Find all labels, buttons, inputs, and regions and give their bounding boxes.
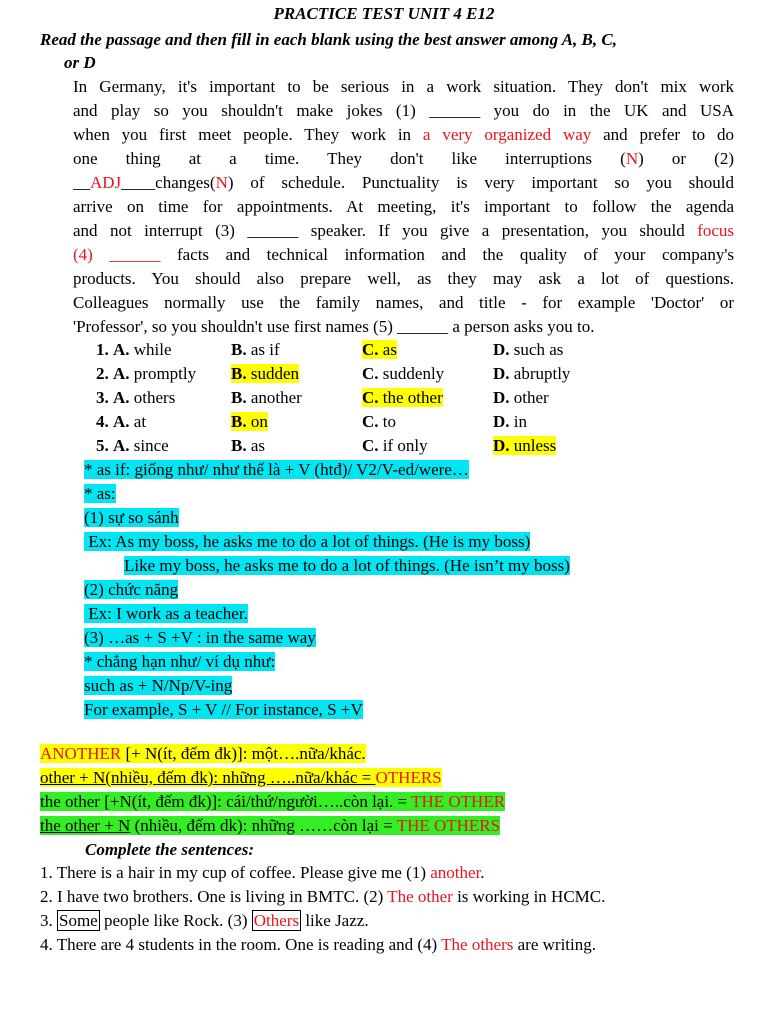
exercise-heading: Complete the sentences: [85, 840, 255, 859]
text: one thing at a time. They don't like interruptions ( [73, 149, 626, 168]
option-letter: A. [113, 412, 130, 431]
instruction-line-1: Read the passage and then fill in each blank using the best answer among A, B, C, [40, 30, 617, 49]
text: __ [73, 173, 90, 192]
usage-text: (nhiều, đếm dk): những ……còn lại = [130, 816, 397, 835]
option-letter: C. [362, 388, 379, 407]
answer-text: The other [387, 887, 453, 906]
option-d [493, 411, 527, 433]
option-letter: B. [231, 412, 247, 431]
option-text: as [382, 340, 397, 359]
text: 1. There is a hair in my cup of coffee. Please give me (1) [40, 863, 431, 882]
note-text: (1) sự so sánh [84, 508, 179, 527]
note-text: such as + N/Np/V-ing [84, 676, 233, 695]
usage-text: other + N(nhiều, đếm đk): những …..nữa/khác = [40, 768, 376, 787]
note-line [84, 579, 178, 601]
option-text: as [250, 436, 266, 455]
option-a: at [133, 412, 147, 431]
keyword: THE OTHER [411, 792, 506, 811]
option-letter: B. [231, 436, 247, 455]
option-letter: C. [362, 340, 379, 359]
keyword: OTHERS [375, 768, 442, 787]
text: ) or (2) [638, 149, 734, 168]
note-line [84, 483, 116, 505]
annotation-text: focus [697, 221, 734, 240]
note-text: (3) …as + S +V : in the same way [84, 628, 316, 647]
question-number: 1. [96, 340, 109, 359]
usage-text: the other [+N(ít, đếm đk)]: cái/thứ/người…..còn lại. = [40, 792, 412, 811]
text: and prefer to do [603, 125, 734, 144]
note-line [84, 675, 232, 697]
option-letter: A. [113, 340, 130, 359]
option-b-answer [231, 363, 299, 385]
option-c-answer [362, 339, 397, 361]
usage-text: the other + N [40, 816, 131, 835]
answer-text: another [430, 863, 481, 882]
option-a: promptly [133, 364, 197, 383]
note-line [84, 459, 469, 481]
question-3 [96, 387, 175, 409]
text: are writing. [513, 935, 596, 954]
option-b-answer [231, 411, 268, 433]
text: when you first meet people. They work in [73, 125, 412, 144]
text: and not interrupt (3) ______ speaker. If you give a presentation, you should [73, 221, 685, 240]
text: ____changes( [121, 173, 216, 192]
question-number: 4. [96, 412, 109, 431]
passage-line [73, 124, 734, 146]
annotation-text: N [625, 149, 639, 168]
option-letter: B. [231, 388, 247, 407]
option-letter: D. [493, 412, 510, 431]
text: people like Rock. (3) [99, 911, 252, 930]
option-text: abruptly [513, 364, 571, 383]
question-number: 5. [96, 436, 109, 455]
note-text: * chẳng hạn như/ ví dụ như: [84, 652, 276, 671]
passage-line: In Germany, it's important to be serious in a work situation. They don't mix work [73, 77, 734, 96]
option-letter: D. [493, 436, 510, 455]
note-text: For example, S + V // For instance, S +V [84, 700, 363, 719]
question-4 [96, 411, 146, 433]
passage-line [73, 244, 734, 266]
boxed-word: Some [59, 911, 98, 930]
text: ) of schedule. Punctuality is very important so you should [227, 173, 734, 192]
passage-line: 'Professor', so you shouldn't use first names (5) ______ a person asks you to. [73, 317, 595, 336]
option-a: since [133, 436, 169, 455]
passage-line: products. You should also prepare well, as they may ask a lot of questions. [73, 269, 734, 288]
text: 2. I have two brothers. One is living in BMTC. (2) [40, 887, 388, 906]
text: . [480, 863, 485, 882]
note-line [84, 699, 363, 721]
option-text: other [513, 388, 549, 407]
sentence-3 [40, 910, 369, 932]
note-line [84, 651, 275, 673]
option-text: as if [250, 340, 280, 359]
option-text: the other [382, 388, 443, 407]
question-2 [96, 363, 196, 385]
option-letter: A. [113, 436, 130, 455]
option-d [493, 363, 570, 385]
usage-line-the-other [40, 791, 505, 813]
note-text: (2) chức năng [84, 580, 179, 599]
passage-line: arrive on time for appointments. At meeting, it's important to follow the agenda [73, 197, 734, 216]
question-5 [96, 435, 169, 457]
text: facts and technical information and the quality of your company's [176, 245, 734, 264]
usage-line-the-others [40, 815, 500, 837]
text: 4. There are 4 students in the room. One is reading and (4) [40, 935, 442, 954]
passage-line [73, 148, 734, 170]
option-letter: C. [362, 436, 379, 455]
option-text: another [250, 388, 302, 407]
usage-line-another [40, 743, 366, 765]
option-text: suddenly [382, 364, 445, 383]
option-text: in [513, 412, 528, 431]
option-b [231, 339, 280, 361]
option-text: unless [513, 436, 557, 455]
option-c [362, 363, 444, 385]
option-text: to [382, 412, 397, 431]
annotation-text: (4) ______ [73, 245, 161, 264]
option-a: others [133, 388, 176, 407]
sentence-2 [40, 886, 605, 908]
note-line [84, 627, 316, 649]
option-d-answer [493, 435, 556, 457]
option-d [493, 339, 563, 361]
option-letter: A. [113, 388, 130, 407]
text: 3. [40, 911, 57, 930]
answer-text: The others [441, 935, 514, 954]
usage-line-others [40, 767, 442, 789]
annotation-text: ADJ [90, 173, 122, 192]
passage-line [73, 220, 734, 242]
note-line [84, 531, 530, 553]
option-text: sudden [250, 364, 300, 383]
question-number: 2. [96, 364, 109, 383]
annotation-text: N [215, 173, 228, 192]
text: is working in HCMC. [452, 887, 606, 906]
note-text: Ex: I work as a teacher. [84, 604, 248, 623]
option-a: while [133, 340, 172, 359]
keyword: THE OTHERS [396, 816, 501, 835]
option-text: if only [382, 436, 428, 455]
option-letter: A. [113, 364, 130, 383]
option-b [231, 435, 265, 457]
option-letter: D. [493, 388, 510, 407]
note-text: * as if: giống như/ như thể là + V (htđ)/ V2/V-ed/were… [84, 460, 469, 479]
option-d [493, 387, 549, 409]
passage-line: Colleagues normally use the family names, and title - for example 'Doctor' or [73, 293, 734, 312]
option-c [362, 411, 396, 433]
answer-text: Others [253, 911, 300, 930]
option-letter: D. [493, 340, 510, 359]
keyword: ANOTHER [40, 744, 122, 763]
passage-line [73, 172, 734, 194]
note-line [84, 507, 179, 529]
note-text: Ex: As my boss, he asks me to do a lot of things. (He is my boss) [84, 532, 531, 551]
note-text: * as: [84, 484, 116, 503]
question-1 [96, 339, 172, 361]
usage-text: [+ N(ít, đếm đk)]: một….nữa/khác. [121, 744, 366, 763]
instruction-line-2: or D [64, 53, 96, 72]
option-letter: D. [493, 364, 510, 383]
question-number: 3. [96, 388, 109, 407]
option-c [362, 435, 428, 457]
note-line [84, 603, 248, 625]
option-text: such as [513, 340, 564, 359]
text: like Jazz. [301, 911, 369, 930]
note-text: Like my boss, he asks me to do a lot of things. (He isn’t my boss) [124, 556, 570, 575]
option-text: on [250, 412, 268, 431]
option-letter: C. [362, 412, 379, 431]
option-b [231, 387, 302, 409]
option-letter: C. [362, 364, 379, 383]
option-letter: B. [231, 364, 247, 383]
option-c-answer [362, 387, 443, 409]
highlight-text: a very organized way [422, 125, 592, 144]
note-line [124, 555, 570, 577]
page-title: PRACTICE TEST UNIT 4 E12 [273, 4, 495, 23]
option-letter: B. [231, 340, 247, 359]
sentence-4 [40, 934, 596, 956]
passage-line: and play so you shouldn't make jokes (1) ______ you do in the UK and USA [73, 101, 734, 120]
sentence-1 [40, 862, 485, 884]
